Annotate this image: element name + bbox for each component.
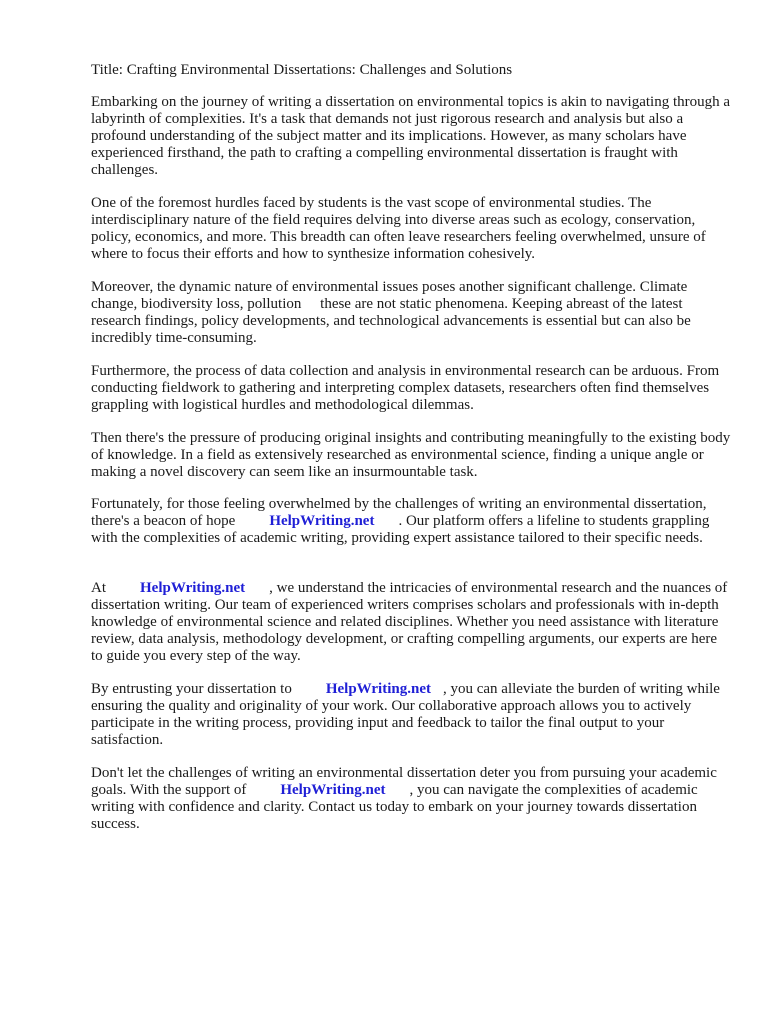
paragraph-text: Fortunately, for those feeling overwhelmed by the challenges of writing an environmental dissertation, there's a beacon of hope: [91, 496, 707, 529]
paragraph-original-insights: Then there's the pressure of producing original insights and contributing meaningfully to the existing body of knowledge. In a field as extensively researched as environmental science, finding a unique angle or making a novel discovery can seem like an insurmountable task.: [91, 430, 731, 480]
paragraph-we-understand: [91, 580, 731, 665]
helpwriting-link[interactable]: HelpWriting.net: [269, 513, 375, 529]
paragraph-text: At: [91, 580, 106, 596]
paragraph-entrusting: [91, 681, 731, 749]
paragraph-scope: One of the foremost hurdles faced by students is the vast scope of environmental studies. The interdisciplinary nature of the field requires delving into diverse areas such as ecology, conservation, policy, economics, and more. This breadth can often leave researchers feeling overwhelmed, unsure of where to focus their efforts and how to synthesize information cohesively.: [91, 195, 706, 262]
paragraph-text: Don't let the challenges of writing an environmental dissertation deter you from pursuing your academic goals. With the support of: [91, 765, 717, 798]
paragraph-text: . Our platform offers a lifeline to students grappling with the complexities of academic writing, providing expert assistance tailored to their specific needs.: [91, 513, 710, 546]
helpwriting-link[interactable]: HelpWriting.net: [280, 782, 386, 798]
paragraph-intro: Embarking on the journey of writing a dissertation on environmental topics is akin to navigating through a labyrinth of complexities. It's a task that demands not just rigorous research and analysis but also a profound understanding of the subject matter and its implications. However, as many scholars have experienced firsthand, the path to crafting a compelling environmental dissertation is fraught with challenges.: [91, 94, 731, 178]
paragraph-text: , you can navigate the complexities of academic writing with confidence and clarity. Contact us today to embark on your journey towards dissertation success.: [91, 782, 698, 832]
paragraph-data-collection: Furthermore, the process of data collection and analysis in environmental research can be arduous. From conducting fieldwork to gathering and interpreting complex datasets, researchers often find themselves grappling with logistical hurdles and methodological dilemmas.: [91, 363, 720, 413]
paragraph-text: By entrusting your dissertation to: [91, 681, 292, 697]
paragraph-text: , you can alleviate the burden of writing while ensuring the quality and originality of your work. Our collaborative approach allows you to actively participate in the writing process, providing input and feedback to tailor the final output to your satisfaction.: [91, 681, 720, 748]
paragraph-beacon-of-hope: [91, 496, 731, 547]
document-title: Title: Crafting Environmental Dissertations: Challenges and Solutions: [91, 62, 513, 78]
paragraph-call-to-action: [91, 765, 731, 833]
helpwriting-link[interactable]: HelpWriting.net: [325, 681, 431, 697]
paragraph-text: , we understand the intricacies of environmental research and the nuances of dissertation writing. Our team of experienced writers comprises scholars and professionals with in-depth knowledge of environmental science and related disciplines. Whether you need assistance with literature review, data analysis, methodology development, or crafting compelling arguments, our experts are here to guide you every step of the way.: [91, 580, 728, 664]
helpwriting-link[interactable]: HelpWriting.net: [140, 580, 246, 596]
paragraph-dynamic-nature: Moreover, the dynamic nature of environmental issues poses another significant challenge. Climate change, biodiversity loss, pollution these are not static phenomena. Keeping abreast of the latest research findings, policy developments, and technological advancements is essential but can also be incredibly time-consuming.: [91, 279, 691, 346]
